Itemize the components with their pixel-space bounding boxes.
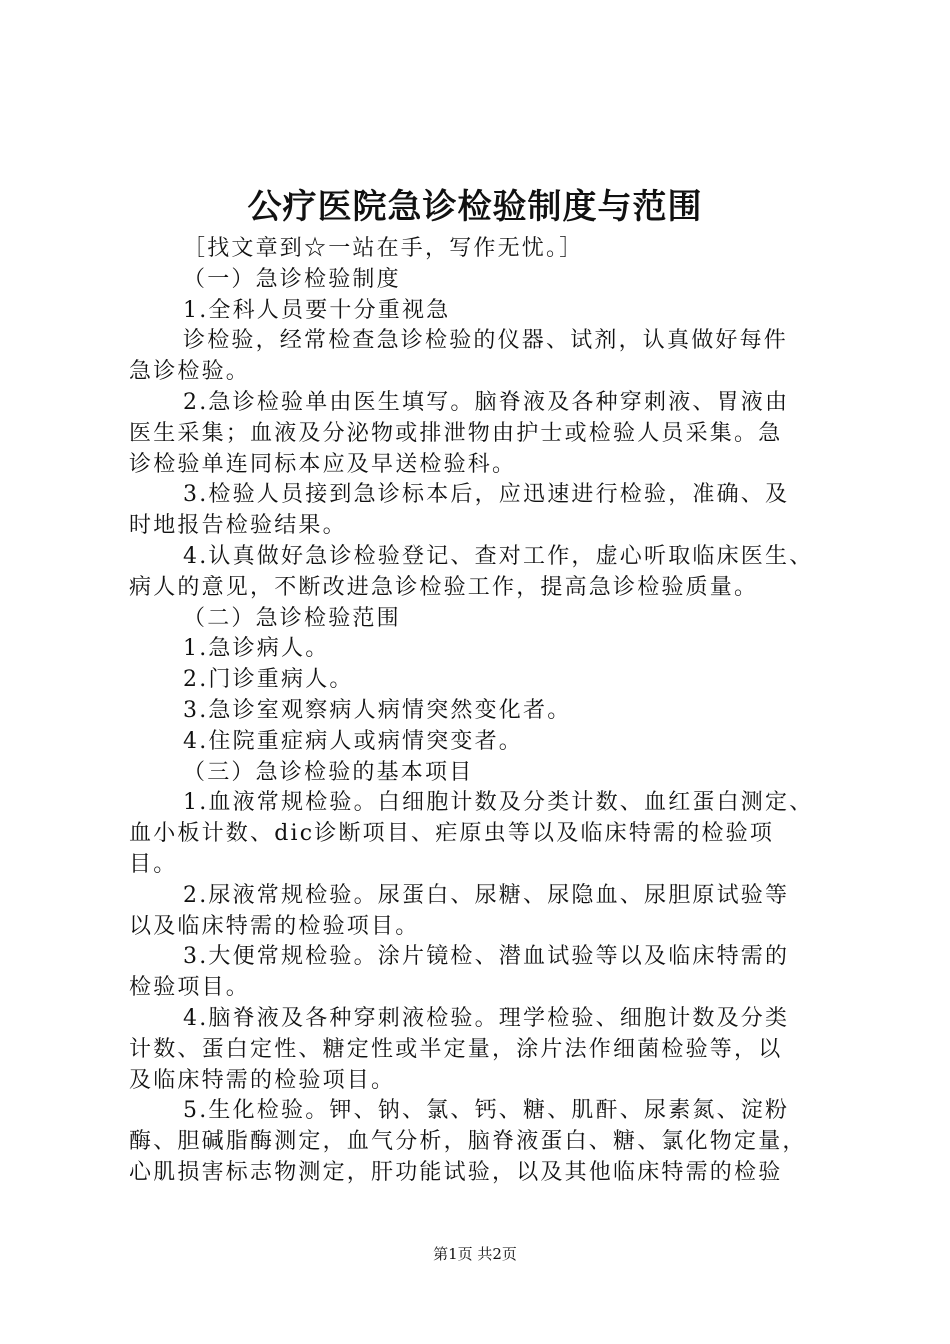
- body-line: 时地报告检验结果。: [129, 513, 347, 539]
- body-line: 1.血液常规检验。白细胞计数及分类计数、血红蛋白测定、: [183, 790, 814, 816]
- body-line: 急诊检验。: [129, 359, 251, 385]
- document-title: 公疗医院急诊检验制度与范围: [247, 187, 703, 227]
- body-line: 以及临床特需的检验项目。: [129, 913, 420, 939]
- body-line: 及临床特需的检验项目。: [129, 1067, 396, 1093]
- body-line: 3.检验人员接到急诊标本后，应迅速进行检验，准确、及: [183, 482, 790, 508]
- body-line: 2.急诊检验单由医生填写。脑脊液及各种穿刺液、胃液由: [183, 389, 790, 415]
- body-line: 病人的意见，不断改进急诊检验工作，提高急诊检验质量。: [129, 574, 759, 600]
- body-line: 4.住院重症病人或病情突变者。: [183, 728, 523, 754]
- body-line: （一）急诊检验制度: [183, 266, 401, 292]
- body-line: 2.门诊重病人。: [183, 667, 354, 693]
- body-line: 1.全科人员要十分重视急: [183, 297, 451, 323]
- body-line: 3.大便常规检验。涂片镜检、潜血试验等以及临床特需的: [183, 944, 790, 970]
- body-line: 检验项目。: [129, 975, 251, 1001]
- body-line: 计数、蛋白定性、糖定性或半定量，涂片法作细菌检验等，以: [129, 1036, 783, 1062]
- body-line: 诊检验单连同标本应及早送检验科。: [129, 451, 517, 477]
- body-line: 4.认真做好急诊检验登记、查对工作，虚心听取临床医生、: [183, 543, 814, 569]
- document-body: [129, 234, 834, 1189]
- body-line: 3.急诊室观察病人病情突然变化者。: [183, 697, 572, 723]
- body-line: 目。: [129, 851, 178, 877]
- body-line: 4.脑脊液及各种穿刺液检验。理学检验、细胞计数及分类: [183, 1005, 790, 1031]
- body-line: 2.尿液常规检验。尿蛋白、尿糖、尿隐血、尿胆原试验等: [183, 882, 790, 908]
- body-line: 诊检验，经常检查急诊检验的仪器、试剂，认真做好每件: [183, 328, 789, 354]
- body-line: （三）急诊检验的基本项目: [183, 759, 474, 785]
- body-line: 血小板计数、dic诊断项目、疟原虫等以及临床特需的检验项: [129, 821, 775, 847]
- body-line: 医生采集；血液及分泌物或排泄物由护士或检验人员采集。急: [129, 420, 783, 446]
- body-line: （二）急诊检验范围: [183, 605, 401, 631]
- page-footer: 第1页 共2页: [433, 1245, 517, 1263]
- body-line: 酶、胆碱脂酶测定，血气分析，脑脊液蛋白、糖、氯化物定量，: [129, 1129, 807, 1155]
- body-line: 5.生化检验。钾、钠、氯、钙、糖、肌酐、尿素氮、淀粉: [183, 1098, 790, 1124]
- body-line: ［找文章到☆一站在手，写作无忧。］: [183, 236, 584, 261]
- body-line: 1.急诊病人。: [183, 636, 330, 662]
- body-line: 心肌损害标志物测定，肝功能试验，以及其他临床特需的检验: [129, 1159, 783, 1185]
